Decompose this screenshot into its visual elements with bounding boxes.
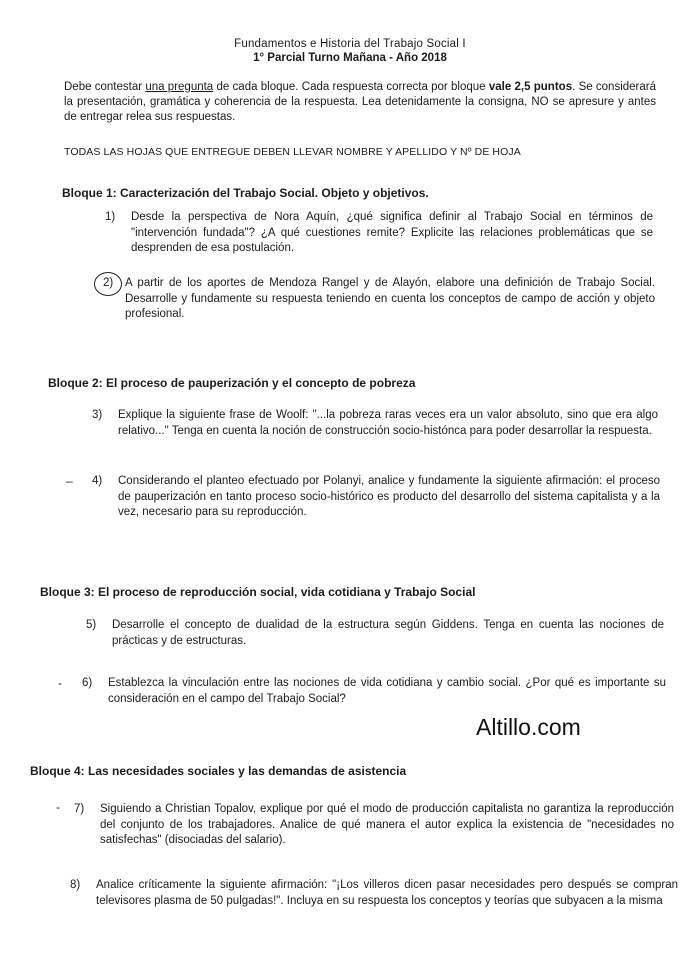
question-text: Considerando el planteo efectuado por Polanyi, analice y fundamente la siguiente afirmación: el proceso de pauperización en tanto proceso socio-histórico es producto del desarrollo del sistema capitalista y a la vez, necesario para su reproducción. xyxy=(118,475,660,518)
question-number: 8) xyxy=(70,879,81,891)
question-text: Analice críticamente la siguiente afirmación: "¡Los villeros dicen pasar necesidades pero después se compran televisores plasma de 50 pulgadas!". Incluya en su respuesta los conceptos y teorías que subyacen a la misma xyxy=(96,879,678,907)
question-4 xyxy=(92,474,660,521)
question-text: Explique la siguiente frase de Woolf: "...la pobreza raras veces era un valor absoluto, sino que era algo relativo..." Tenga en cuenta la noción de construcción socio-histónca para poder desarrollar la respuesta. xyxy=(118,409,658,437)
exam-header xyxy=(0,38,700,64)
instructions-text: Debe contestar xyxy=(64,81,146,93)
question-text: Desarrolle el concepto de dualidad de la estructura según Giddens. Tenga en cuenta las nociones de prácticas y de estructuras. xyxy=(112,619,664,647)
question-6 xyxy=(82,676,666,707)
exam-title: 1° Parcial Turno Mañana - Año 2018 xyxy=(253,52,447,64)
question-number: 4) xyxy=(92,475,103,487)
question-number: 1) xyxy=(105,211,116,223)
question-8 xyxy=(70,878,678,909)
block-2-title: Bloque 2: El proceso de pauperización y el concepto de pobreza xyxy=(48,376,416,390)
handwritten-dash-mark: – xyxy=(66,474,73,488)
question-5 xyxy=(86,618,664,649)
block-4-title: Bloque 4: Las necesidades sociales y las demandas de asistencia xyxy=(30,764,407,778)
question-text: Establezca la vinculación entre las nociones de vida cotidiana y cambio social. ¿Por qué es importante su consideración en el campo del Trabajo Social? xyxy=(108,677,666,705)
question-1 xyxy=(105,210,653,257)
question-3 xyxy=(92,408,658,439)
question-number: 7) xyxy=(74,803,85,815)
instructions-text: . Se considerará la presentación, gramática y coherencia de la respuesta. Lea detenidamente la consigna, NO se apresure y antes de entregar relea sus respuestas. xyxy=(64,81,656,123)
question-text: A partir de los aportes de Mendoza Rangel y de Alayón, elabore una definición de Trabajo Social. Desarrolle y fundamente su respuesta teniendo en cuenta los conceptos de campo de acción y objeto profesional. xyxy=(125,277,655,320)
instructions-underlined: una pregunta xyxy=(145,81,214,93)
question-number: 5) xyxy=(86,619,97,631)
question-text: Desde la perspectiva de Nora Aquín, ¿qué significa definir al Trabajo Social en términos de "intervención fundada"? ¿A qué cuestiones remite? Explicite las relaciones problemáticas que se desprenden de esa postulación. xyxy=(131,211,653,254)
question-2 xyxy=(103,276,655,323)
handwritten-dash-mark: - xyxy=(58,676,62,690)
block-1-title: Bloque 1: Caracterización del Trabajo Social. Objeto y objetivos. xyxy=(62,186,429,200)
instructions-text: de cada bloque. Cada respuesta correcta por bloque xyxy=(213,81,489,93)
instructions-points: vale 2,5 puntos xyxy=(488,81,573,93)
question-number: 3) xyxy=(92,409,103,421)
question-number: 6) xyxy=(82,677,93,689)
handwritten-dash-mark: - xyxy=(56,800,60,814)
question-text: Siguiendo a Christian Topalov, explique por qué el modo de producción capitalista no garantiza la reproducción del conjunto de los trabajadores. Analice de qué manera el autor explica la existencia de "necesidades no satisfechas" (disociadas del salario). xyxy=(100,803,674,846)
altillo-watermark: Altillo.com xyxy=(476,714,581,740)
question-number: 2) xyxy=(103,277,114,289)
instructions-paragraph xyxy=(64,80,656,125)
question-7 xyxy=(74,802,674,849)
instructions-caps: TODAS LAS HOJAS QUE ENTREGUE DEBEN LLEVAR NOMBRE Y APELLIDO Y Nº DE HOJA xyxy=(64,146,521,158)
course-title: Fundamentos e Historia del Trabajo Social I xyxy=(234,38,466,50)
block-3-title: Bloque 3: El proceso de reproducción social, vida cotidiana y Trabajo Social xyxy=(40,585,476,599)
